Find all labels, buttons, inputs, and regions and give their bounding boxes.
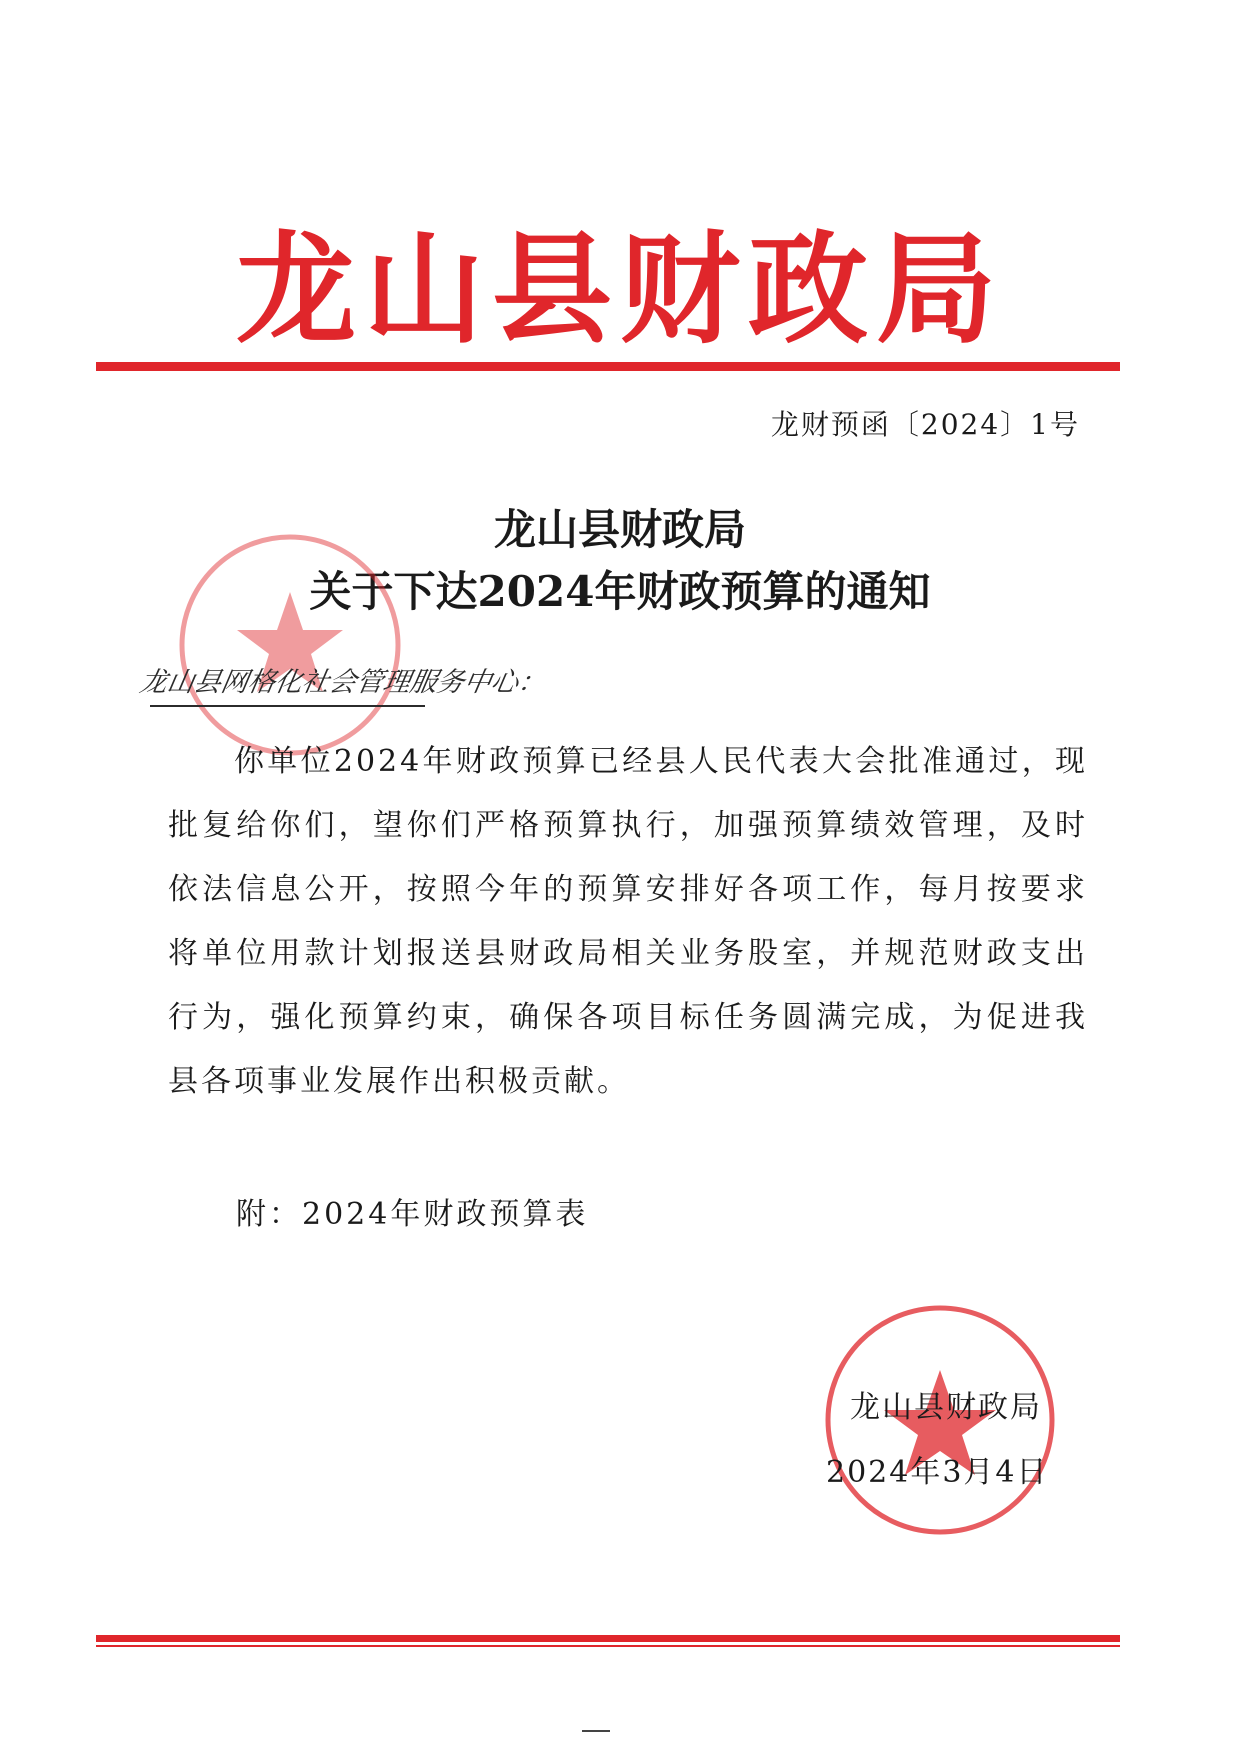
notice-body: 你单位2024年财政预算已经县人民代表大会批准通过，现批复给你们，望你们严格预算执行，加强预算绩效管理，及时依法信息公开，按照今年的预算安排好各项工作，每月按要求将单位用款计划报送县财政局相关业务股室，并规范财政支出行为，强化预算约束，确保各项目标任务圆满完成，为促进我县各项事业发展作出积极贡献。	[168, 744, 1088, 1099]
page-number-mark	[582, 1730, 610, 1732]
recipient-underline	[150, 705, 425, 707]
title-line-2: 关于下达2024年财政预算的通知	[309, 567, 931, 616]
letterhead-red-rule	[96, 362, 1120, 371]
signature-org: 龙山县财政局	[850, 1390, 1042, 1425]
title-line-1: 龙山县财政局	[493, 505, 746, 554]
letterhead-org-name: 龙山县财政局	[236, 219, 1004, 360]
footer-red-rule-thin	[96, 1645, 1120, 1647]
recipient-seal	[175, 530, 405, 760]
document-number: 龙财预函〔2024〕1号	[770, 408, 1080, 441]
attachment-line: 附：2024年财政预算表	[236, 1197, 589, 1232]
signature-date: 2024年3月4日	[826, 1455, 1049, 1490]
footer-red-rule	[96, 1635, 1120, 1642]
recipient-handwritten: 龙山县网格化社会管理服务中心：	[137, 667, 548, 698]
